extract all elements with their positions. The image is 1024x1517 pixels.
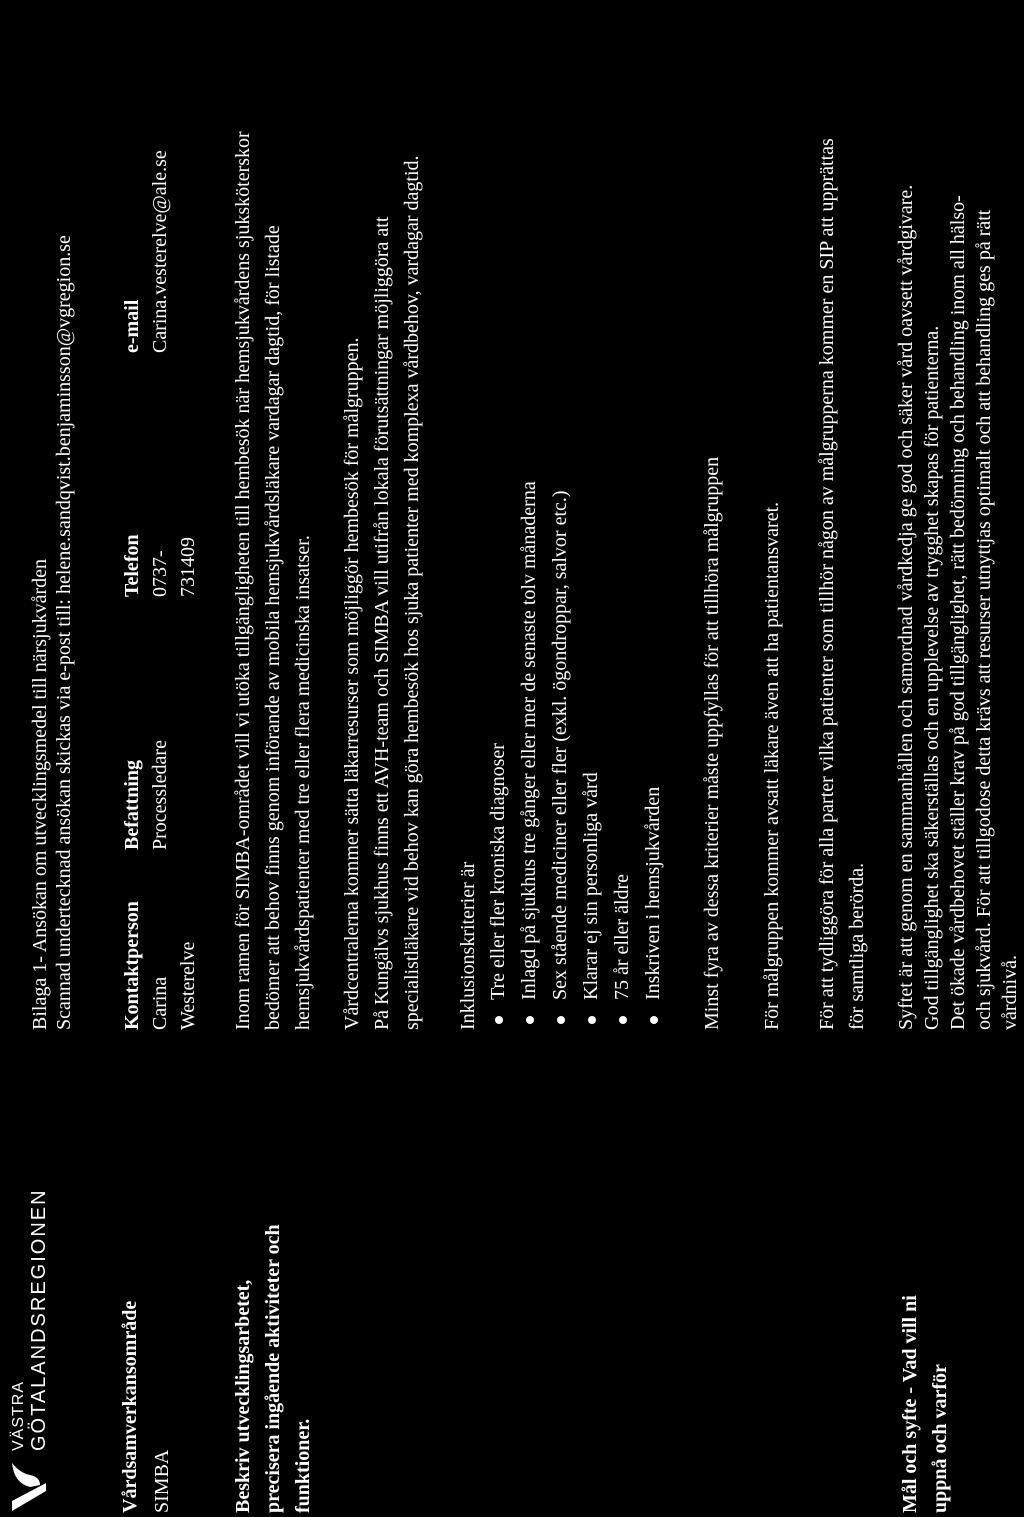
table-cell — [176, 740, 204, 850]
describe-para1-line: bedömer att behov finns genom införande av mobila hemsjukvårdsläkare vardagar dagtid, för listade — [262, 225, 284, 1030]
table-cell: Westerelve — [177, 941, 199, 1030]
describe-body — [228, 0, 318, 1030]
logo-wordmark — [10, 1188, 50, 1451]
goal-line: Det ökade vårdbehovet ställer krav på god tillgänglighet, rätt bedömning och behandling inom all hälso- — [947, 195, 969, 1030]
contact-col-phone — [120, 534, 204, 597]
contact-col-role — [120, 740, 204, 850]
describe-para1-line: hemsjukvårdspatienter med tre eller flera medicinska insatser. — [292, 535, 314, 1030]
describe-para2-line: På Kungälvs sjukhus finns ett AVH-team och SIMBA vill utifrån lokala förutsättningar möjliggöra att — [371, 216, 393, 1030]
logo-line2: GÖTALANDSREGIONEN — [28, 1188, 50, 1451]
area-value: SIMBA — [151, 1449, 173, 1513]
inclusion-section — [453, 0, 669, 1030]
goal-line: God tillgänglighet ska säkerställas och en upplevelse av trygghet skapas för patienterna. — [921, 325, 943, 1030]
vgr-logo-icon — [6, 1453, 50, 1513]
document-title: Bilaga 1- Ansökan om utvecklingsmedel till närsjukvården — [29, 558, 51, 1030]
table-header: Telefon — [121, 534, 143, 597]
table-header: Befattning — [121, 760, 143, 850]
area-label: Vårdsamverkansområde — [119, 1300, 141, 1513]
goal-line: vårdnivå. — [999, 955, 1021, 1030]
goal-body — [893, 0, 1023, 1030]
list-item: 75 år eller äldre — [607, 0, 638, 1030]
table-header: e-mail — [121, 299, 143, 353]
contact-col-person — [120, 901, 204, 1030]
describe-label: Beskriv utvecklingsarbetet, precisera ingående aktiviteter och funktioner. — [232, 1224, 314, 1513]
table-cell: Processledare — [149, 740, 171, 850]
goal-line: och sjukvård. För att tillgodose detta krävs att resurser utnyttjas optimalt och att behandling ges på rätt — [973, 209, 995, 1030]
describe-para2-line: specialistläkare vid behov kan göra hembesök hos sjuka patienter med komplexa vårdbehov, vardagar dagtid. — [401, 155, 423, 1030]
inclusion-title: Inklusionskriterier är — [457, 861, 479, 1030]
contact-col-email — [120, 150, 204, 353]
inclusion-list — [483, 0, 669, 1030]
list-item: Sex stående mediciner eller fler (exkl. ögondroppar, salvor etc.) — [545, 0, 576, 1030]
describe-para2-line: Vårdcentralerna kommer sätta läkarresurser som möjliggör hembesök för målgruppen. — [341, 337, 363, 1030]
bullet-icon — [650, 1016, 658, 1024]
goal-label: Mål och syfte - Vad vill ni uppnå och varför — [899, 1295, 951, 1513]
submission-instruction: Scannad undertecknad ansökan skickas via e-post till: helene.sandqvist.benjaminsson@vgregion.se — [53, 235, 75, 1030]
logo-line1: VÄSTRA — [10, 1380, 27, 1451]
doctor-note: För målgruppen kommer avsatt läkare även att ha patientansvaret. — [761, 501, 783, 1030]
bullet-icon — [557, 1016, 565, 1024]
list-item: Inskriven i hemsjukvården — [638, 0, 669, 1030]
list-item: Klarar ej sin personliga vård — [576, 0, 607, 1030]
document-header — [28, 235, 76, 1030]
table-cell — [176, 150, 204, 353]
list-item: Inlagd på sjukhus tre gånger eller mer de senaste tolv månaderna — [514, 0, 545, 1030]
bullet-icon — [495, 1016, 503, 1024]
criteria-note: Minst fyra av dessa kriterier måste uppfyllas för att tillhöra målgruppen — [701, 456, 723, 1030]
bullet-icon — [588, 1016, 596, 1024]
list-item: Tre eller fler kroniska diagnoser — [483, 0, 514, 1030]
table-cell: 0737- — [149, 550, 171, 597]
describe-para2 — [337, 0, 427, 1030]
table-cell: 731409 — [177, 537, 199, 597]
table-header: Kontaktperson — [121, 901, 143, 1030]
bullet-icon — [526, 1016, 534, 1024]
sip-note: För att tydliggöra för alla parter vilka patienter som tillhör någon av målgrupperna kommer en SIP att upprättas för samtliga berörda. — [816, 138, 868, 1030]
describe-para1-line: Inom ramen för SIMBA-området vill vi utöka tillgängligheten till hembesök när hemsjukvårdens sjuksköterskor — [232, 131, 254, 1030]
table-cell: Carina — [149, 976, 171, 1030]
table-cell: Carina.vesterelve@ale.se — [149, 150, 171, 353]
bullet-icon — [619, 1016, 627, 1024]
goal-line: Syftet är att genom en sammanhållen och samordnad vårdkedja ge god och säker vård oavsett vårdgivare. — [895, 184, 917, 1030]
